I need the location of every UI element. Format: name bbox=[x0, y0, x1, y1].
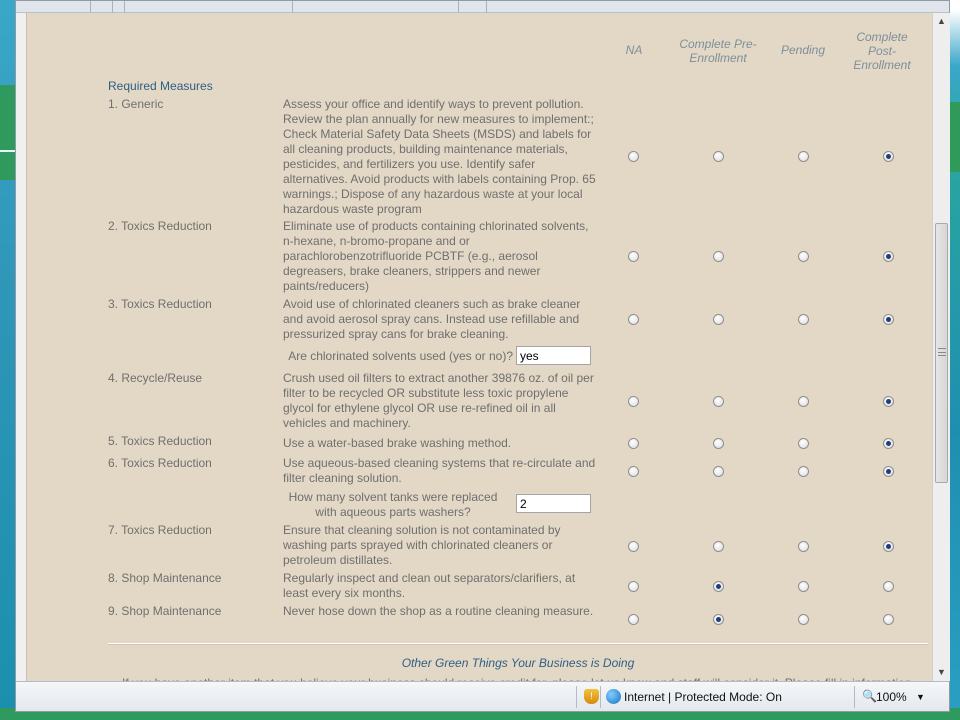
solvent-tanks-input[interactable] bbox=[516, 494, 591, 513]
radio-pending[interactable] bbox=[798, 581, 809, 592]
radio-post-enrollment[interactable] bbox=[883, 438, 894, 449]
measure-description: Regularly inspect and clean out separators/clarifiers, at least every six months. bbox=[283, 571, 576, 600]
scroll-thumb[interactable] bbox=[935, 223, 948, 483]
radio-na[interactable] bbox=[628, 614, 639, 625]
radio-pre-enrollment[interactable] bbox=[713, 314, 724, 325]
zoom-dropdown-arrow-icon[interactable]: ▼ bbox=[916, 692, 925, 702]
scroll-up-arrow-icon[interactable]: ▲ bbox=[937, 16, 946, 26]
measure-title: 8. Shop Maintenance bbox=[108, 571, 222, 585]
status-bar bbox=[16, 681, 949, 711]
internet-zone-globe-icon bbox=[606, 689, 621, 704]
radio-pre-enrollment[interactable] bbox=[713, 614, 724, 625]
vertical-scrollbar[interactable] bbox=[932, 13, 950, 681]
radio-pre-enrollment[interactable] bbox=[713, 438, 724, 449]
radio-pending[interactable] bbox=[798, 396, 809, 407]
radio-pre-enrollment[interactable] bbox=[713, 581, 724, 592]
radio-na[interactable] bbox=[628, 438, 639, 449]
measure-title: 7. Toxics Reduction bbox=[108, 523, 212, 537]
radio-pending[interactable] bbox=[798, 151, 809, 162]
column-header-pending: Pending bbox=[780, 43, 826, 57]
toolbar-separator bbox=[292, 1, 293, 13]
zoom-level[interactable]: 100% bbox=[876, 690, 907, 704]
measure-description: Ensure that cleaning solution is not contaminated by washing parts sprayed with chlorinated cleaners or petroleum distillates. bbox=[283, 523, 561, 567]
security-warning-icon[interactable]: ! bbox=[584, 689, 599, 704]
column-header-pre-line2: Enrollment bbox=[689, 51, 747, 65]
measure-description: Assess your office and identify ways to prevent pollution. Review the plan annually for new measures to implement:; Check Material Safety Data Sheets (MSDS) and labels for all cleaning products, building maintenance materials, pesticides, and fertilizers you use. Identify safer alternatives. Avoid products with labels containing Prop. 65 warnings.; Dispose of any hazardous waste at your local hazardous waste program bbox=[283, 97, 596, 216]
radio-post-enrollment[interactable] bbox=[883, 251, 894, 262]
radio-pre-enrollment[interactable] bbox=[713, 396, 724, 407]
measure-description: Never hose down the shop as a routine cleaning measure. bbox=[283, 604, 594, 618]
measure-description: Avoid use of chlorinated cleaners such as brake cleaner and avoid aerosol spray cans. Instead use refillable and pressurized spray cans for brake cleaning. bbox=[283, 297, 581, 341]
radio-post-enrollment[interactable] bbox=[883, 614, 894, 625]
radio-post-enrollment[interactable] bbox=[883, 541, 894, 552]
radio-pending[interactable] bbox=[798, 314, 809, 325]
radio-post-enrollment[interactable] bbox=[883, 151, 894, 162]
radio-na[interactable] bbox=[628, 314, 639, 325]
measure-description: Crush used oil filters to extract another 39876 oz. of oil per filter to be recycled OR substitute less toxic propylene glycol for ethylene glycol OR use re-refined oil in all vehicles and machinery. bbox=[283, 371, 594, 430]
radio-na[interactable] bbox=[628, 151, 639, 162]
measure-title: 5. Toxics Reduction bbox=[108, 434, 212, 448]
scroll-down-arrow-icon[interactable]: ▼ bbox=[937, 667, 946, 677]
browser-window bbox=[15, 0, 950, 712]
section-divider bbox=[108, 643, 928, 645]
measure-title: 1. Generic bbox=[108, 97, 164, 111]
radio-na[interactable] bbox=[628, 541, 639, 552]
measure-title: 9. Shop Maintenance bbox=[108, 604, 222, 618]
radio-post-enrollment[interactable] bbox=[883, 581, 894, 592]
scroll-grip-icon bbox=[938, 348, 946, 356]
solvent-tanks-question: How many solvent tanks were replaced with aqueous parts washers? bbox=[288, 490, 498, 519]
page-viewport bbox=[26, 13, 932, 681]
radio-na[interactable] bbox=[628, 581, 639, 592]
measure-description: Eliminate use of products containing chlorinated solvents, n-hexane, n-bromo-propane and or parachlorobenzotrifluoride PCBTF (e.g., aerosol degreasers, brake cleaners, strippers and newer paints/reducers) bbox=[283, 219, 589, 293]
radio-pending[interactable] bbox=[798, 541, 809, 552]
column-header-pre-line1: Complete Pre- bbox=[679, 37, 757, 51]
radio-pending[interactable] bbox=[798, 251, 809, 262]
security-zone-text[interactable]: Internet | Protected Mode: On bbox=[624, 690, 782, 704]
radio-na[interactable] bbox=[628, 396, 639, 407]
radio-na[interactable] bbox=[628, 251, 639, 262]
radio-post-enrollment[interactable] bbox=[883, 466, 894, 477]
radio-post-enrollment[interactable] bbox=[883, 314, 894, 325]
zoom-magnifier-icon: 🔍 bbox=[862, 689, 877, 703]
column-header-post-line2: Post- bbox=[867, 44, 896, 58]
radio-post-enrollment[interactable] bbox=[883, 396, 894, 407]
column-header-pre-enrollment bbox=[665, 37, 771, 65]
status-separator bbox=[600, 686, 601, 708]
radio-pre-enrollment[interactable] bbox=[713, 251, 724, 262]
toolbar-separator bbox=[458, 1, 459, 13]
column-header-na: NA bbox=[625, 43, 643, 57]
radio-pre-enrollment[interactable] bbox=[713, 541, 724, 552]
measure-title: 6. Toxics Reduction bbox=[108, 456, 212, 470]
section-title-required-measures: Required Measures bbox=[108, 79, 213, 93]
radio-pending[interactable] bbox=[798, 438, 809, 449]
radio-pre-enrollment[interactable] bbox=[713, 466, 724, 477]
chlorinated-solvents-input[interactable] bbox=[516, 346, 591, 365]
measure-description: Use a water-based brake washing method. bbox=[283, 436, 512, 450]
status-separator bbox=[576, 686, 577, 708]
browser-toolbar-edge bbox=[16, 1, 949, 13]
radio-pending[interactable] bbox=[798, 614, 809, 625]
toolbar-separator bbox=[112, 1, 113, 13]
toolbar-separator bbox=[124, 1, 125, 13]
status-separator bbox=[854, 686, 855, 708]
toolbar-separator bbox=[90, 1, 91, 13]
measure-description: Use aqueous-based cleaning systems that re-circulate and filter cleaning solution. bbox=[283, 456, 596, 485]
radio-pre-enrollment[interactable] bbox=[713, 151, 724, 162]
measure-title: 3. Toxics Reduction bbox=[108, 297, 212, 311]
column-header-post-line3: Enrollment bbox=[853, 58, 911, 72]
column-header-post-enrollment bbox=[837, 30, 927, 72]
column-header-post-line1: Complete bbox=[856, 30, 908, 44]
radio-pending[interactable] bbox=[798, 466, 809, 477]
measure-title: 2. Toxics Reduction bbox=[108, 219, 212, 233]
toolbar-separator bbox=[486, 1, 487, 13]
radio-na[interactable] bbox=[628, 466, 639, 477]
measure-title: 4. Recycle/Reuse bbox=[108, 371, 203, 385]
chlorinated-solvents-question: Are chlorinated solvents used (yes or no)? bbox=[288, 349, 513, 363]
section-title-other-green-things: Other Green Things Your Business is Doing bbox=[401, 656, 635, 670]
